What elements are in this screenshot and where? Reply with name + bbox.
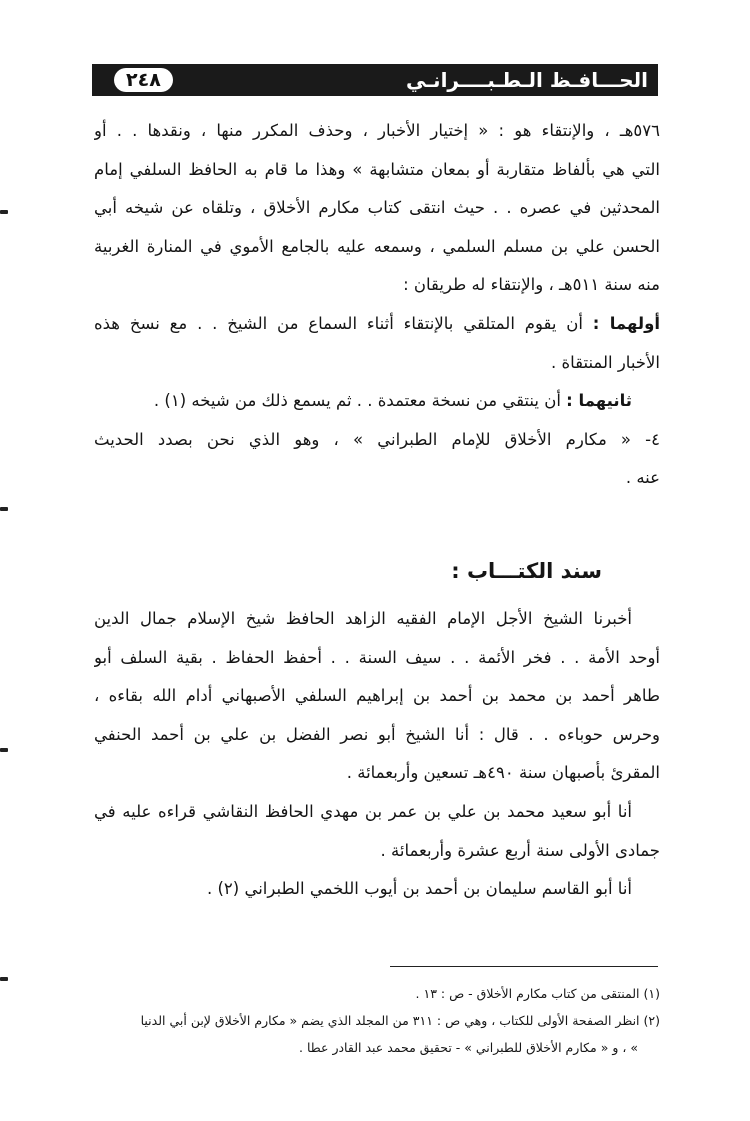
page-number: ٢٤٨	[114, 68, 173, 92]
text-line: جمادى الأولى سنة أربع عشرة وأربعمائة .	[380, 840, 660, 860]
second-method-line	[94, 382, 660, 421]
text-line: أنا أبو سعيد محمد بن علي بن عمر بن مهدي الحافظ النقاشي قراءه عليه في	[94, 801, 632, 821]
text-line: أخبرنا الشيخ الأجل الإمام الفقيه الزاهد الحافظ شيخ الإسلام جمال الدين	[94, 609, 632, 628]
text-line: طاهر أحمد بن محمد بن أحمد بن إبراهيم السلفي الأصبهاني أدام الله بقاءه ،	[94, 686, 660, 706]
footnote-line: (٢) انظر الصفحة الأولى للكتاب ، وهي ص : ٣١١ من المجلد الذي يضم « مكارم الأخلاق لإبن أبي الدنيا	[140, 1013, 660, 1028]
first-method-label: أولهما :	[592, 313, 660, 333]
main-text-block	[94, 112, 660, 498]
first-method-line	[94, 305, 660, 344]
text-line: ٥٧٦هـ ، والإنتقاء هو : « إختيار الأخبار ، وحذف المكرر منها ، ونقدها . . أو	[94, 121, 660, 140]
second-method-label: ثانيهما :	[566, 391, 632, 411]
text-line: وحرس حوباءه . . قال : أنا الشيخ أبو نصر الفضل بن علي بن أحمد الحنفي	[94, 724, 660, 744]
footnote-line: (١) المنتقى من كتاب مكارم الأخلاق - ص : ١٣ .	[415, 986, 660, 1001]
section-heading: سند الكتـــاب :	[451, 559, 602, 583]
footnote-line: » ، و « مكارم الأخلاق للطبراني » - تحقيق محمد عبد القادر عطا .	[299, 1040, 638, 1055]
text-line: منه سنة ٥١١هـ ، والإنتقاء له طريقان :	[403, 275, 660, 295]
scan-mark	[0, 977, 8, 981]
text-line: الأخبار المنتقاة .	[550, 352, 660, 372]
footnote-divider	[390, 966, 658, 967]
text-line: ٤- « مكارم الأخلاق للإمام الطبراني » ، وهو الذي نحن بصدد الحديث	[94, 429, 660, 449]
scan-mark	[0, 210, 8, 214]
second-method-text: أن ينتقي من نسخة معتمدة . . ثم يسمع ذلك من شيخه (١) .	[153, 391, 561, 411]
text-line: أوحد الأمة . . فخر الأئمة . . سيف السنة . . أحفظ الحفاظ . بقية السلف أبو	[94, 647, 660, 667]
text-line: عنه .	[625, 468, 660, 488]
first-method-text: أن يقوم المتلقي بالإنتقاء أثناء السماع من الشيخ . . مع نسخ هذه	[94, 313, 583, 333]
scan-mark	[0, 748, 8, 752]
sanad-text-block	[94, 600, 660, 909]
text-line: التي هي بألفاظ متقاربة أو بمعان متشابهة » وهذا ما قام به الحافظ السلفي إمام	[94, 159, 660, 179]
text-line: المحدثين في عصره . . حيث انتقى كتاب مكارم الأخلاق ، وتلقاه عن شيخه أبي	[94, 198, 660, 218]
text-line: المقرئ بأصبهان سنة ٤٩٠هـ تسعين وأربعمائة .	[346, 763, 660, 783]
footnotes	[94, 980, 660, 1061]
text-line: الحسن علي بن مسلم السلمي ، وسمعه عليه بالجامع الأموي في المنارة الغربية	[94, 236, 660, 256]
scan-mark	[0, 507, 8, 511]
running-header	[92, 64, 658, 96]
text-line: أنا أبو القاسم سليمان بن أحمد بن أيوب اللخمي الطبراني (٢) .	[206, 879, 632, 899]
header-title: الحـــافـظ الـطـبــــرانـي	[405, 68, 648, 92]
